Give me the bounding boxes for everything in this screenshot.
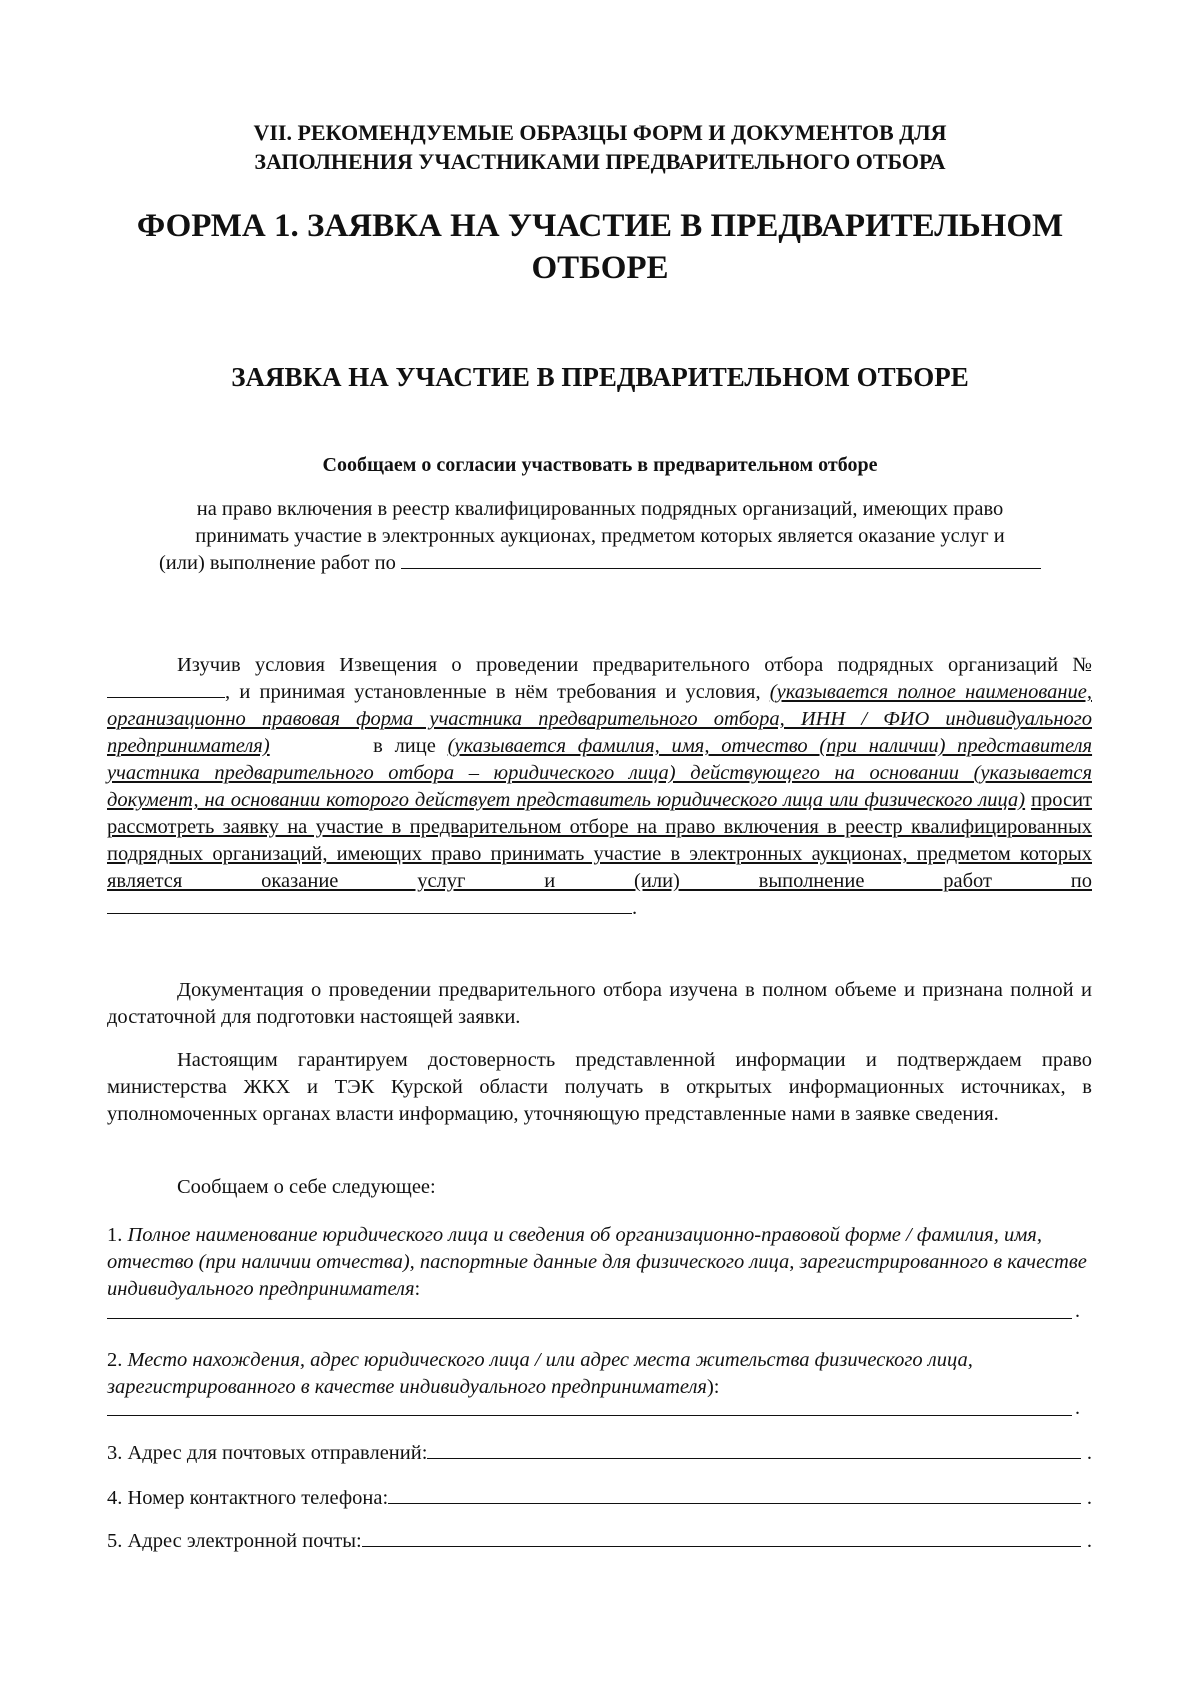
item1-text: Полное наименование юридического лица и сведения об организационно-правовой форме / фамилия, имя, отчество (при наличии отчества), паспортные данные для физического лица, зарегистрированного в качестве индивидуального предпринимателя [107,1224,1087,1300]
phone-number-field[interactable] [388,1485,1081,1504]
item-5 [107,1528,1092,1555]
para4-text: Сообщаем о себе следующее: [177,1176,436,1198]
form-title [0,205,1200,289]
form-title-line1: ФОРМА 1. ЗАЯВКА НА УЧАСТИЕ В ПРЕДВАРИТЕЛЬНОМ [136,208,1064,244]
section-heading-line1: VII. РЕКОМЕНДУЕМЫЕ ОБРАЗЦЫ ФОРМ И ДОКУМЕНТОВ ДЛЯ [253,120,947,145]
item1-colon: : [414,1278,421,1300]
para3-text: Настоящим гарантируем достоверность представленной информации и подтверждаем право министерства ЖКХ и ТЭК Курской области получать в открытых информационных источниках, в уполномоченных органах власти информацию, уточняющую представленные нами в заявке сведения. [107,1049,1092,1125]
item5-period: . [1086,1530,1092,1552]
works-blank-field[interactable] [401,550,1041,569]
application-title: ЗАЯВКА НА УЧАСТИЕ В ПРЕДВАРИТЕЛЬНОМ ОТБОРЕ [231,362,969,392]
item2-period: . [1075,1397,1080,1419]
consent-text [100,496,1100,577]
item2-colon: ): [706,1376,720,1398]
paragraph-guarantee [107,1047,1092,1128]
item-2 [107,1347,1007,1401]
paragraph-about [107,1174,1092,1201]
para1-a: Изучив условия Извещения о проведении предварительного отбора подрядных организаций № [177,654,1092,676]
consent-heading: Сообщаем о согласии участвовать в предварительном отборе [322,454,878,476]
item2-text: Место нахождения, адрес юридического лица / или адрес места жительства физического лица, зарегистрированного в качестве индивидуального предпринимателя [107,1349,973,1398]
item1-period: . [1075,1300,1080,1322]
item1-blank-line[interactable] [107,1318,1072,1319]
para1-d: просит рассмотреть заявку на участие в предварительном отборе на право включения в реестр квалифицированных подрядных организаций, имеющих право принимать участие в электронных аукционах, предметом которых является оказание услуг и (или) выполнение работ по [107,789,1093,892]
postal-address-field[interactable] [427,1440,1080,1459]
para1-b: , и принимая установленные в нём требования и условия, [225,681,761,703]
consent-line1: на право включения в реестр квалифицированных подрядных организаций, имеющих право [196,498,1004,520]
section-heading [0,118,1200,176]
item-4 [107,1485,1092,1512]
consent-line3: (или) выполнение работ по [158,552,396,574]
para2-text: Документация о проведении предварительного отбора изучена в полном объеме и признана полной и достаточной для подготовки настоящей заявки. [107,979,1092,1028]
item4-label: 4. Номер контактного телефона: [107,1487,389,1509]
paragraph-documentation [107,977,1092,1031]
consent-line3-row [100,550,1100,577]
item3-label: 3. Адрес для почтовых отправлений: [107,1442,428,1464]
para1-c: в лице [373,735,436,757]
para1-italic1: (указывается полное наименование, организационно правовая форма участника предварительного отбора, ИНН / ФИО индивидуального предпринимателя) [107,681,1092,757]
notice-number-blank[interactable] [107,679,225,698]
item-3 [107,1440,1092,1467]
para1-italic2: (указывается фамилия, имя, отчество (при наличии) представителя участника предварительного отбора – юридического лица) действующего на основании (указывается документ, на основании которого действует представитель юридического лица или физического лица) [107,735,1093,811]
item2-blank-line[interactable] [107,1415,1072,1416]
item3-period: . [1086,1442,1092,1464]
item5-label: 5. Адрес электронной почты: [107,1530,362,1552]
consent-line2: принимать участие в электронных аукционах, предметом которых является оказание услуг и [195,525,1005,547]
item2-number: 2. [107,1349,123,1371]
item4-period: . [1086,1487,1092,1509]
form-title-line2: ОТБОРЕ [531,250,669,286]
email-address-field[interactable] [362,1528,1081,1547]
item-1 [107,1222,1092,1303]
works-blank-field-2[interactable] [107,895,632,914]
para1-period: . [632,897,638,919]
item1-number: 1. [107,1224,123,1246]
paragraph-application [107,652,1092,922]
section-heading-line2: ЗАПОЛНЕНИЯ УЧАСТНИКАМИ ПРЕДВАРИТЕЛЬНОГО ОТБОРА [254,149,946,174]
